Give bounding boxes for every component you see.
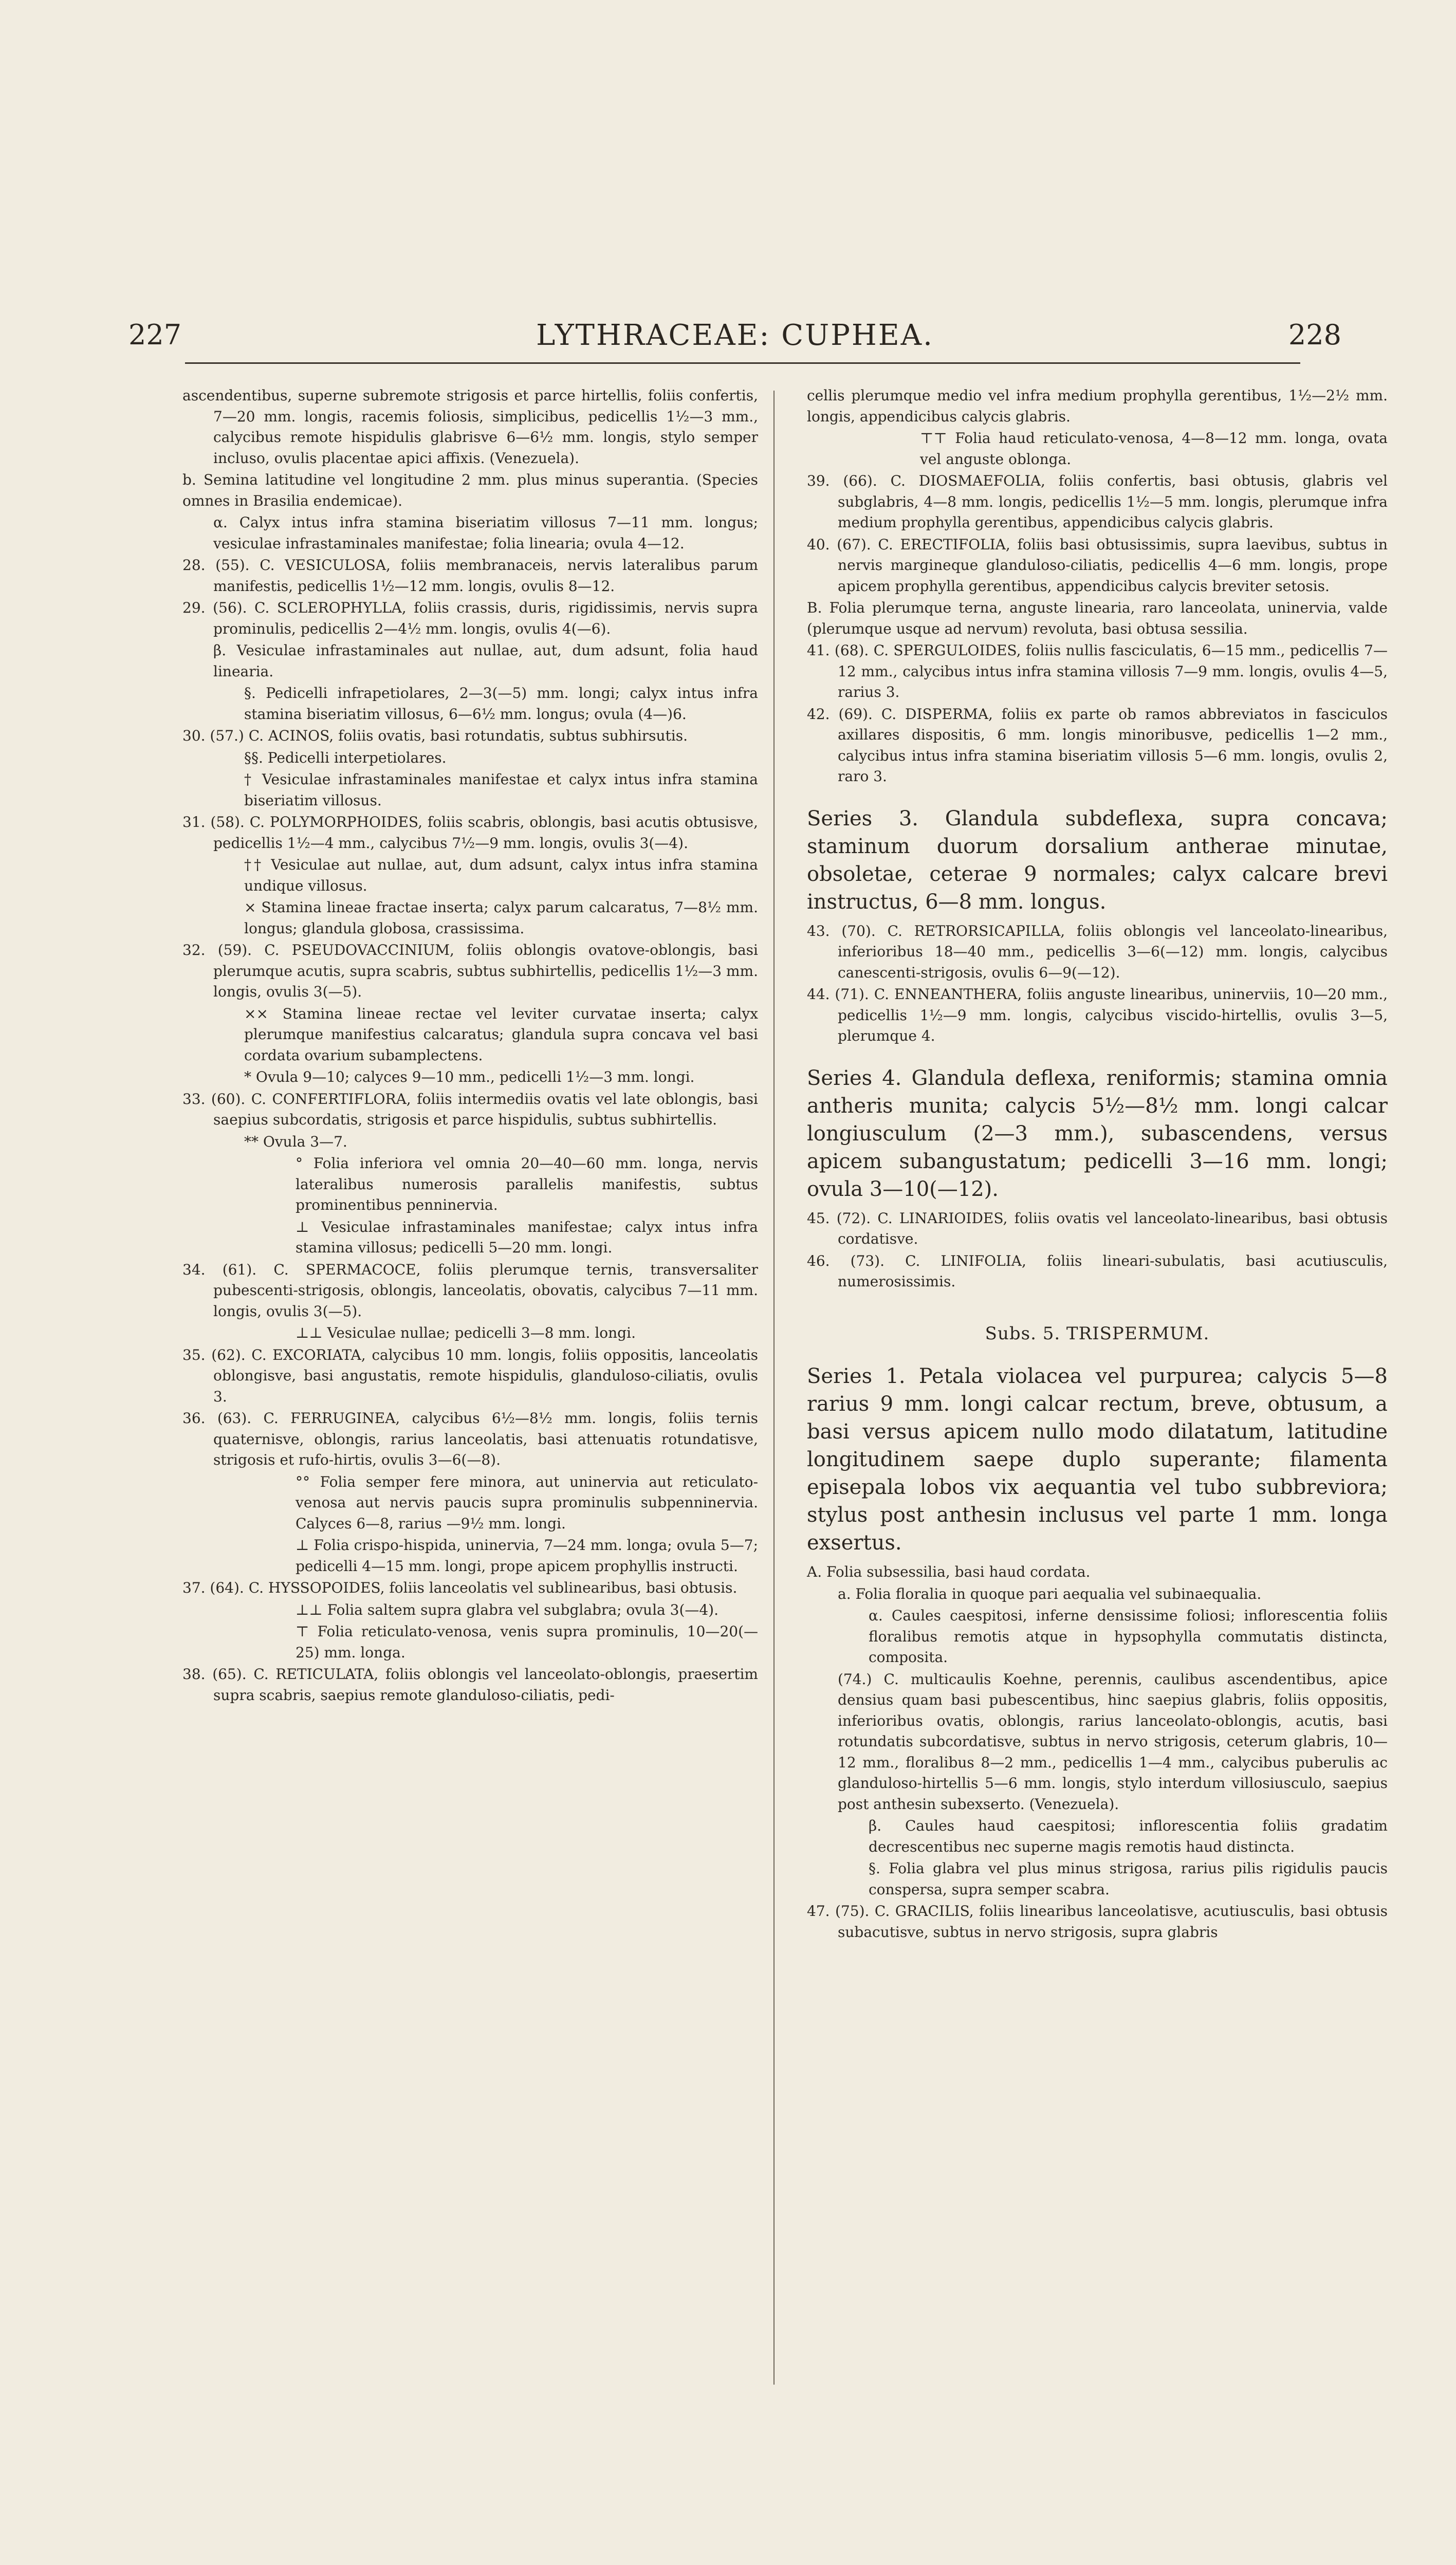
text-paragraph: × Stamina lineae fractae inserta; calyx parum calcaratus, 7—8½ mm. longus; glandula globosa, crassissima. [244, 899, 758, 937]
species-entry: 31. (58). C. POLYMORPHOIDES, foliis scabris, oblongis, basi acutis obtusisve, pedicellis 1½—4 mm., calycibus 7½—9 mm. longis, ovulis 3(—4). [182, 814, 758, 852]
text-paragraph: α. Caules caespitosi, inferne densissime foliosi; inflorescentia foliis floralibus remotis atque in hypsophylla commutatis distincta, composita. [869, 1607, 1388, 1666]
page-title: LYTHRACEAE: CUPHEA. [536, 319, 934, 352]
species-entry: 40. (67). C. ERECTIFOLIA, foliis basi obtusissimis, supra laevibus, subtus in nervis margineque glanduloso-ciliatis, pedicellis 4—6 mm. longis, prope apicem prophylla gerentibus, appendicibus calycis breviter setosis. [807, 536, 1388, 595]
species-entry: (74.) C. multicaulis Koehne, perennis, caulibus ascendentibus, apice densius quam basi pubescentibus, hinc saepius glabris, foliis oppositis, inferioribus ovatis, oblongis, rarius lanceolato-oblongis, acutis, basi rotundatis subcordatisve, subtus in nervo strigosis, ceterum glabris, 10—12 mm., floralibus 8—2 mm., pedicellis 1—4 mm., calycibus puberulis ac glanduloso-hirtellis 5—6 mm. longis, stylo interdum villosiusculo, saepius post anthesin subexserto. (Venezuela). [838, 1670, 1388, 1813]
right-column [807, 385, 1388, 1944]
header-rule [185, 362, 1300, 364]
text-paragraph: ** Ovula 3—7. [244, 1133, 347, 1150]
species-entry: 46. (73). C. LINIFOLIA, foliis lineari-subulatis, basi acutiusculis, numerosissimis. [807, 1252, 1388, 1290]
species-entry: 41. (68). C. SPERGULOIDES, foliis nullis fasciculatis, 6—15 mm., pedicellis 7—12 mm., calycibus intus infra stamina villosis 7—9 mm. longis, ovulis 4—5, rarius 3. [807, 642, 1388, 700]
species-entry: 45. (72). C. LINARIOIDES, foliis ovatis vel lanceolato-linearibus, basi obtusis cordatisve. [807, 1209, 1388, 1247]
species-entry: 28. (55). C. VESICULOSA, foliis membranaceis, nervis lateralibus parum manifestis, pedicellis 1½—12 mm. longis, ovulis 8—12. [182, 557, 758, 595]
species-entry: 30. (57.) C. ACINOS, foliis ovatis, basi rotundatis, subtus subhirsutis. [182, 727, 688, 744]
species-entry: 37. (64). C. HYSSOPOIDES, foliis lanceolatis vel sublinearibus, basi obtusis. [182, 1579, 738, 1596]
text-paragraph: °° Folia semper fere minora, aut uninervia aut reticulato-venosa aut nervis paucis supra prominulis subpenninervia. Calyces 6—8, rarius —9½ mm. longi. [296, 1473, 758, 1532]
text-paragraph: ⊥⊥ Folia saltem supra glabra vel subglabra; ovula 3(—4). [296, 1601, 719, 1618]
text-paragraph: †† Vesiculae aut nullae, aut, dum adsunt, calyx intus infra stamina undique villosus. [244, 856, 758, 894]
species-entry: 39. (66). C. DIOSMAEFOLIA, foliis confertis, basi obtusis, glabris vel subglabris, 4—8 mm. longis, pedicellis 1½—5 mm. longis, plerumque infra medium prophylla gerentibus, appendicibus calycis glabris. [807, 472, 1388, 531]
text-paragraph: ⊥ Folia crispo-hispida, uninervia, 7—24 mm. longa; ovula 5—7; pedicelli 4—15 mm. longi, prope apicem prophyllis instructi. [296, 1537, 758, 1575]
text-paragraph: ⊤⊤ Folia haud reticulato-venosa, 4—8—12 mm. longa, ovata vel anguste oblonga. [920, 430, 1388, 468]
text-paragraph: a. Folia floralia in quoque pari aequalia vel subinaequalia. [838, 1585, 1262, 1602]
species-entry: 44. (71). C. ENNEANTHERA, foliis anguste linearibus, uninerviis, 10—20 mm., pedicellis 1½—9 mm. longis, calycibus viscido-hirtellis, ovulis 3—5, plerumque 4. [807, 986, 1388, 1044]
text-paragraph: B. Folia plerumque terna, anguste linearia, raro lanceolata, uninervia, valde (plerumque usque ad nervum) revoluta, basi obtusa sessilia. [807, 599, 1388, 637]
text-paragraph: ⊥ Vesiculae infrastaminales manifestae; calyx intus infra stamina villosus; pedicelli 5—20 mm. longi. [296, 1218, 758, 1256]
text-paragraph: ascendentibus, superne subremote strigosis et parce hirtellis, foliis confertis, 7—20 mm. longis, racemis foliosis, simplicibus, pedicellis 1½—3 mm., calycibus remote hispidulis glabrisve 6—6½ mm. longis, stylo semper incluso, ovulis placentae apici affixis. (Venezuela). [182, 387, 758, 467]
species-entry: 29. (56). C. SCLEROPHYLLA, foliis crassis, duris, rigidissimis, nervis supra prominulis, pedicellis 2—4½ mm. longis, ovulis 4(—6). [182, 599, 758, 637]
species-entry: 35. (62). C. EXCORIATA, calycibus 10 mm. longis, foliis oppositis, lanceolatis oblongisve, basi angustatis, remote hispidulis, glanduloso-ciliatis, ovulis 3. [182, 1346, 758, 1405]
text-paragraph: b. Semina latitudine vel longitudine 2 mm. plus minus superantia. (Species omnes in Brasilia endemicae). [182, 471, 758, 509]
text-paragraph: A. Folia subsessilia, basi haud cordata. [807, 1563, 1091, 1580]
left-column [182, 385, 758, 1707]
text-paragraph: β. Caules haud caespitosi; inflorescentia foliis gradatim decrescentibus nec superne magis remotis haud distincta. [869, 1817, 1388, 1855]
column-divider [773, 391, 775, 2385]
page-header [128, 319, 1341, 360]
text-paragraph: ×× Stamina lineae rectae vel leviter curvatae inserta; calyx plerumque manifestius calcaratus; glandula supra concava vel basi cordata ovarium subamplectens. [244, 1005, 758, 1064]
text-paragraph: * Ovula 9—10; calyces 9—10 mm., pedicelli 1½—3 mm. longi. [244, 1068, 695, 1085]
text-paragraph: β. Vesiculae infrastaminales aut nullae, aut, dum adsunt, folia haud linearia. [213, 642, 758, 680]
species-entry: 42. (69). C. DISPERMA, foliis ex parte ob ramos abbreviatos in fasciculos axillares dispositis, 6 mm. longis minoribusve, pedicellis 1—2 mm., calycibus intus infra stamina biseriatim villosis 5—6 mm. longis, ovulis 2, raro 3. [807, 705, 1388, 785]
text-paragraph: ⊤ Folia reticulato-venosa, venis supra prominulis, 10—20(—25) mm. longa. [296, 1623, 758, 1661]
species-entry: 47. (75). C. GRACILIS, foliis linearibus lanceolatisve, acutiusculis, basi obtusis subacutisve, subtus in nervo strigosis, supra glabris [807, 1903, 1388, 1941]
text-paragraph: §§. Pedicelli interpetiolares. [244, 749, 447, 766]
series-heading: Series 4. Glandula deflexa, reniformis; stamina omnia antheris munita; calycis 5½—8½ mm. longi calcar longiusculum (2—3 mm.), subascendens, versus apicem subangustatum; pedicelli 3—16 mm. longi; ovula 3—10(—12). [807, 1066, 1388, 1201]
page-number-left: 227 [128, 319, 182, 351]
subsection-heading: Subs. 5. TRISPERMUM. [985, 1323, 1210, 1344]
text-paragraph: cellis plerumque medio vel infra medium prophylla gerentibus, 1½—2½ mm. longis, appendicibus calycis glabris. [807, 387, 1388, 425]
species-entry: 43. (70). C. RETRORSICAPILLA, foliis oblongis vel lanceolato-linearibus, inferioribus 18—40 mm., pedicellis 3—6(—12) mm. longis, calycibus canescenti-strigosis, ovulis 6—9(—12). [807, 922, 1388, 981]
text-paragraph: ° Folia inferiora vel omnia 20—40—60 mm. longa, nervis lateralibus numerosis parallelis manifestis, subtus prominentibus penninervia. [296, 1155, 758, 1213]
species-entry: 32. (59). C. PSEUDOVACCINIUM, foliis oblongis ovatove-oblongis, basi plerumque acutis, supra scabris, subtus subhirtellis, pedicellis 1½—3 mm. longis, ovulis 3(—5). [182, 942, 758, 1000]
text-paragraph: † Vesiculae infrastaminales manifestae et calyx intus infra stamina biseriatim villosus. [244, 771, 758, 809]
text-paragraph: §. Folia glabra vel plus minus strigosa, rarius pilis rigidulis paucis conspersa, supra semper scabra. [869, 1860, 1388, 1898]
text-paragraph: α. Calyx intus infra stamina biseriatim villosus 7—11 mm. longus; vesiculae infrastaminales manifestae; folia linearia; ovula 4—12. [213, 514, 758, 552]
text-paragraph: §. Pedicelli infrapetiolares, 2—3(—5) mm. longi; calyx intus infra stamina biseriatim villosus, 6—6½ mm. longus; ovula (4—)6. [244, 685, 758, 723]
species-entry: 33. (60). C. CONFERTIFLORA, foliis intermediis ovatis vel late oblongis, basi saepius subcordatis, strigosis et parce hispidulis, subtus subhirtellis. [182, 1090, 758, 1128]
species-entry: 34. (61). C. SPERMACOCE, foliis plerumque ternis, transversaliter pubescenti-strigosis, oblongis, lanceolatis, obovatis, calycibus 7—11 mm. longis, ovulis 3(—5). [182, 1261, 758, 1320]
series-heading: Series 3. Glandula subdeflexa, supra concava; staminum duorum dorsalium antherae minutae, obsoletae, ceterae 9 normales; calyx calcare brevi instructus, 6—8 mm. longus. [807, 806, 1388, 914]
species-entry: 38. (65). C. RETICULATA, foliis oblongis vel lanceolato-oblongis, praesertim supra scabris, saepius remote glanduloso-ciliatis, pedi- [182, 1666, 758, 1704]
page-number-right: 228 [1288, 319, 1341, 351]
series-heading: Series 1. Petala violacea vel purpurea; calycis 5—8 rarius 9 mm. longi calcar rectum, breve, obtusum, a basi versus apicem nullo modo dilatatum, latitudine longitudinem saepe duplo superante; filamenta episepala lobos vix aequantia vel tubo subbreviora; stylus post anthesin inclusus vel parte 1 mm. longa exsertus. [807, 1364, 1388, 1555]
text-paragraph: ⊥⊥ Vesiculae nullae; pedicelli 3—8 mm. longi. [296, 1324, 636, 1341]
species-entry: 36. (63). C. FERRUGINEA, calycibus 6½—8½ mm. longis, foliis ternis quaternisve, oblongis, rarius lanceolatis, basi attenuatis rotundatisve, strigosis et rufo-hirtis, ovulis 3—6(—8). [182, 1410, 758, 1468]
